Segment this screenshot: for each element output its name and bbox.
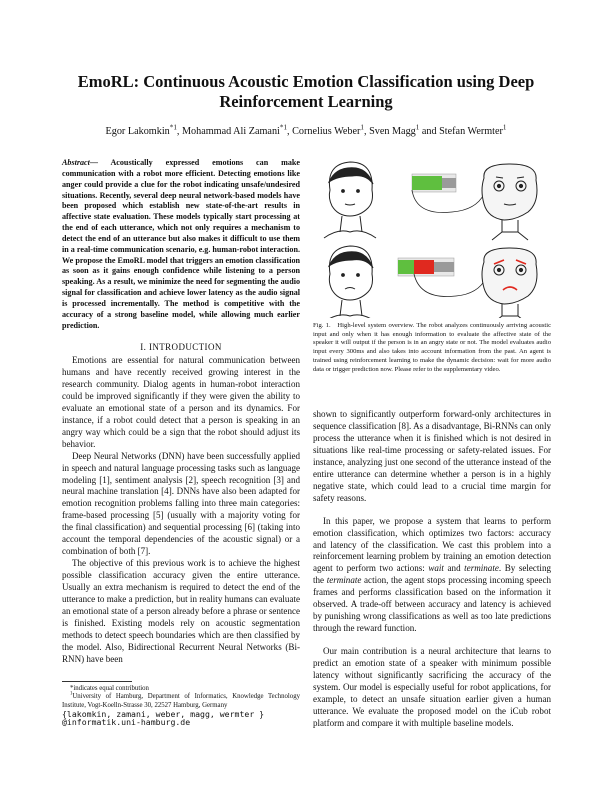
figure-caption (313, 322, 551, 374)
author-mark: 1 (415, 123, 420, 132)
abstract-text: Acoustically expressed emotions can make communication with a robot more efficient. Detecting emotions like anger could provide a clue for the robot indicating unsafe/undesired situations. Recently, several deep neural network-based models have been proposed which establish new state-of-the-art results in affective state evaluation. These models typically start processing at the end of each utterance, which not only requires a mechanism to detect the end of an utterance but also makes it difficult to use them in a real-time communication scenario, e.g. human-robot interaction. We propose the EmoRL model that triggers an emotion classification as soon as it gains enough confidence while listening to a person speaking. As a result, we minimize the need for segmenting the audio signal for classification and achieve lower latency as the audio signal is processed incrementally. The method is competitive with the accuracy of a strong baseline model, while allowing much earlier prediction. (62, 158, 300, 330)
author: Mohammad Ali Zamani (181, 126, 280, 137)
footnote-rule (62, 681, 132, 682)
caption-text: High-level system overview. The robot analyzes continuously arriving acoustic input and only when it has enough information to evaluate the affective state of the speaker it will output if the person is in an angry state or not. The model evaluates audio input every 300ms and also takes into account information from the past. An agent is trained using reinforcement learning to make the dynamic decision: wait for more audio data or trigger prediction now. Please refer to the supplementary video. (313, 322, 552, 373)
author-mark: *1 (169, 123, 177, 132)
waveform-top-gray (442, 178, 456, 188)
paragraph: In this paper, we propose a system that learns to perform emotion classification, which optimizes two factors: accuracy and latency of the classification. We cast this problem into a reinforcement learning problem by training an emotion detection agent to perform two actions: wait and terminate. By selecting the terminate action, the agent stops processing incoming speech frames and performs classification based on the information it observed. A trade-off between accuracy and latency is achieved by punishing wrong classifications as well as too late predictions through the reward function. (313, 515, 551, 634)
waveform-top (412, 174, 456, 192)
waveform-bottom-green (398, 260, 414, 274)
waveform-bottom (398, 258, 454, 276)
paragraph: shown to significantly outperform forward-only architectures in sequence classification [8]. As a disadvantage, Bi-RNNs can only process the utterance when it is finished which is not desired in situations like real-time processing or safety-related issues. For instance, analyzing just one second of the utterance instead of the entire utterance can determine whether a person is in a highly negative state, which could lead to a crucial time margin for safety reasons. (313, 409, 551, 503)
footnote-equal: *indicates equal contribution (70, 685, 149, 692)
author-mark: 1 (360, 123, 364, 132)
paragraph: The objective of this previous work is to achieve the highest possible classification accuracy given the entire utterance. Usually an extra mechanism is required to detect the end of the utterance to make a prediction, but in reality humans can evaluate an emotional state of a person already before a phrase or sentence is finished. Existing models rely on acoustic segmentation methods to detect speech boundaries which are then classified by the model. Also, Bidirectional Recurrent Neural Networks (Bi-RNN) have been (62, 558, 300, 664)
robot-head-icon-bottom (482, 248, 537, 318)
caption-label: Fig. 1. (313, 322, 331, 329)
paper-title (60, 72, 552, 112)
footnote-affiliation: $^1$University of Hamburg, Department of Informatics, Knowledge Technology Institute, Vogt-Koelln-Strasse 30, 22527 Hamburg, Germany (62, 692, 300, 709)
author: Sven Magg (369, 126, 416, 137)
author: Cornelius Weber (292, 126, 361, 137)
abstract: Abstract— Acoustically expressed emotions can make communication with a robot more efficient. Detecting emotions like anger could provide a clue for the robot indicating unsafe/undesired situations. Recently, several deep neural network-based models have been proposed which establish new state-of-the-art results in affective state evaluation. These models typically start processing at the end of each utterance, which not only requires a mechanism to detect the end of an utterance but also makes it difficult to use them in a real-time communication scenario, e.g. human-robot interaction. We propose the EmoRL model that triggers an emotion classification as soon as it gains enough confidence while listening to a person speaking. As a result, we minimize the need for segmenting the audio signal for classification and achieve lower latency as the audio signal is processed incrementally. The method is competitive with the accuracy of a strong baseline model, while allowing much earlier prediction. (62, 158, 300, 330)
section-heading: I. INTRODUCTION (140, 342, 222, 352)
footnotes (62, 685, 300, 726)
author-mark: *1 (279, 123, 287, 132)
title-line-1: EmoRL: Continuous Acoustic Emotion Classification using Deep (77, 72, 535, 91)
paragraph: Our main contribution is a neural architecture that learns to predict an emotion state of a speaker with minimum possible latency without significantly sacrificing the accuracy of the system. Our model is especially useful for robot applications, for example, to detect an unsafe situation earlier given a human utterance. We evaluate the proposed model on the iCub robot platform and compare it with multiple baseline models. (313, 646, 551, 728)
paragraph: Emotions are essential for natural communication between humans and have recently received growing interest in the research community. Dialog agents in human-robot interaction could be improved significantly if they were given the ability to evaluate an emotional state of a person and its dynamics. For instance, if a robot could detect that a person is speaking in an angry way which could be a sign that the robot should adjust its behavior. (62, 355, 300, 449)
abstract-label: Abstract (62, 158, 90, 167)
intro-left-column (62, 355, 300, 666)
title-line-2: Reinforcement Learning (219, 92, 393, 111)
robot-head-icon-top (482, 164, 537, 240)
figure-system-overview (316, 160, 550, 318)
waveform-bottom-gray (434, 262, 454, 272)
arrow-bottom (414, 274, 486, 297)
author-mark: 1 (502, 123, 507, 132)
paragraph: Deep Neural Networks (DNN) have been successfully applied in speech and natural language processing tasks such as language modeling [1], sentiment analysis [2], speech recognition [3] and neural machine translation [4]. DNNs have also been adapted for emotion recognition problems falling into three main categories: frame-based processing [5] (usually with a majority voting for the final classification) and sequential processing [6] (taking into account the temporal dependencies of the acoustic signal) or a combination of both [7]. (62, 450, 300, 557)
arrow-top (412, 190, 484, 213)
author-list: Egor Lakomkin$^{*1}$, Mohammad Ali Zamani$^{*1}$, Cornelius Weber$^1$, Sven Magg$^1$ and Stefan Wermter$^1$ (105, 123, 507, 137)
author: Egor Lakomkin (105, 126, 170, 137)
waveform-top-green (412, 176, 442, 190)
intro-right-column (313, 409, 551, 741)
human-head-icon-bottom (324, 246, 376, 318)
waveform-bottom-red (414, 260, 434, 274)
footnote-emails: {lakomkin, zamani, weber, magg, wermter } @informatik.uni-hamburg.de (62, 708, 265, 728)
author: Stefan Wermter (439, 126, 503, 137)
human-head-icon-top (324, 162, 376, 238)
